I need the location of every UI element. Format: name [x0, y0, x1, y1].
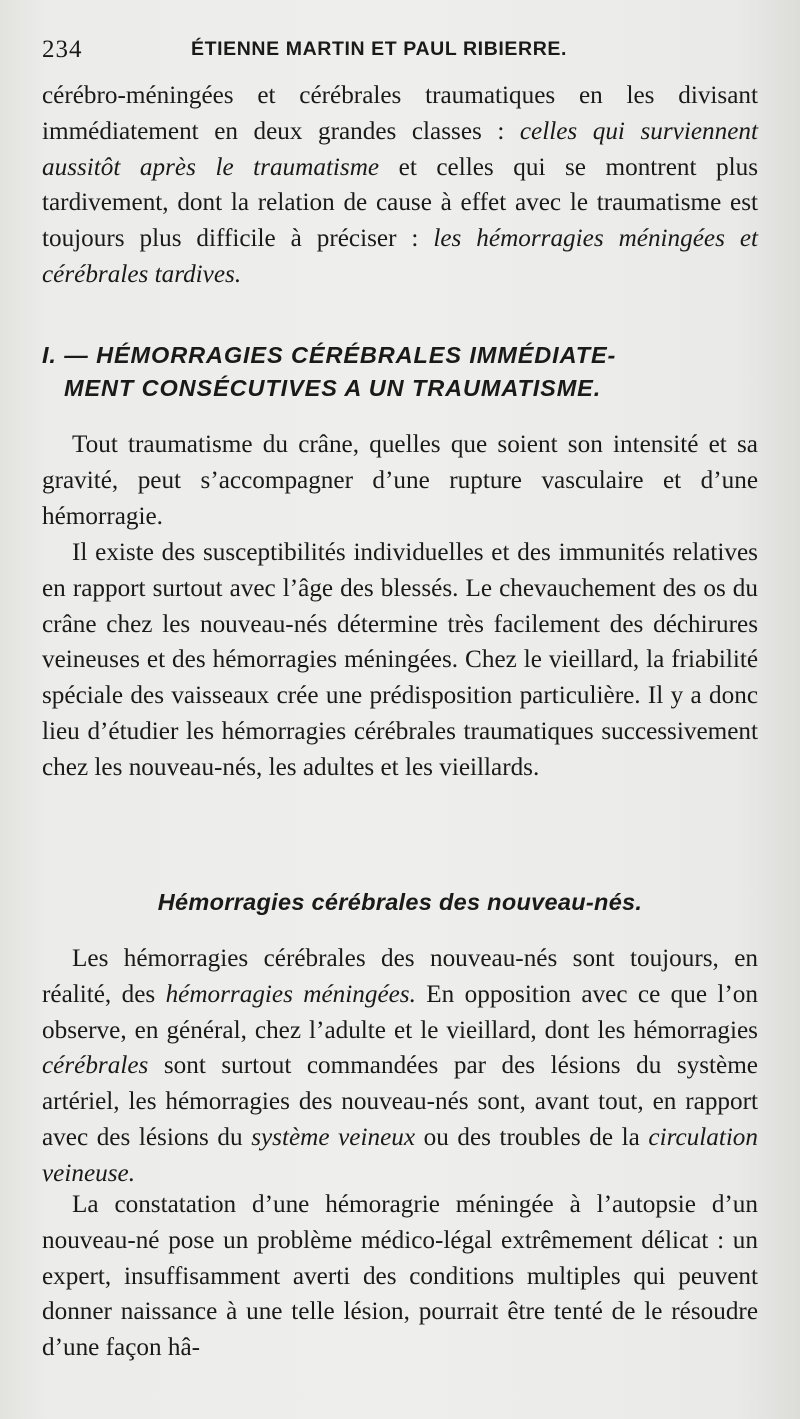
intro-paragraph [42, 78, 758, 293]
page-number: 234 [42, 36, 83, 63]
section-heading [42, 339, 758, 405]
paragraph-1: Tout traumatisme du crâne, quelles que soient son intensité et sa gravité, peut s’accompagner d’une rupture vasculaire et d’une hémorragie. [42, 431, 758, 530]
paragraph-3-italic-1: hémorragies méningées. [165, 980, 416, 1008]
paragraph-3-text-1: Les hémorragies cérébrales des nouveau-nés sont toujours, en réalité, des [42, 945, 758, 1008]
subsection-heading: Hémorragies cérébrales des nouveau-nés. [157, 889, 643, 915]
intro-text-1: cérébro-méningées et cérébrales traumatiques en les divisant immédiatement en deux grandes classes : [42, 82, 758, 145]
paragraph-3 [42, 941, 758, 1192]
intro-italic-2: les hémorragies méningées et cérébrales tardives. [42, 225, 759, 288]
section-heading-line-1: I. — HÉMORRAGIES CÉRÉBRALES IMMÉDIATE- [42, 342, 617, 368]
running-head [42, 32, 760, 66]
paragraph-3-italic-3: système veineux [251, 1123, 416, 1151]
paragraph-3-text-2: En opposition avec ce que l’on observe, en général, chez l’adulte et le vieillard, dont les hémorragies [42, 980, 758, 1044]
paragraph-4: La constatation d’une hémoragrie méningée à l’autopsie d’un nouveau-né pose un problème médico-légal extrêmement délicat : un expert, insuffisamment averti des conditions multiples qui peuvent donner naissance à une telle lésion, pourrait être tenté de le résoudre d’une façon hâ- [42, 1191, 758, 1362]
paragraph-3-italic-4: circulation veineuse. [42, 1123, 758, 1187]
section-heading-line-2: MENT CONSÉCUTIVES A UN TRAUMATISME. [64, 375, 602, 401]
intro-italic-1: celles qui surviennent aussitôt après le traumatisme [42, 117, 758, 181]
running-head-title: ÉTIENNE MARTIN ET PAUL RIBIERRE. [191, 38, 567, 60]
paragraph-3-text-3: sont surtout commandées par des lésions du système artériel, les hémorragies des nouveau-nés sont, avant tout, en rapport avec des lésions du [42, 1052, 758, 1151]
paragraph-3-text-4: ou des troubles de la [415, 1123, 649, 1151]
paragraph-2: Il existe des susceptibilités individuelles et des immunités relatives en rapport surtout avec l’âge des blessés. Le chevauchement des os du crâne chez les nouveau-nés détermine très facilement des déchirures veineuses et des hémorragies méningées. Chez le vieillard, la friabilité spéciale des vaisseaux crée une prédisposition particulière. Il y a donc lieu d’étudier les hémorragies cérébrales traumatiques successivement chez les nouveau-nés, les adultes et les vieillards. [42, 539, 758, 781]
paragraph-3-italic-2: cérébrales [42, 1052, 149, 1080]
intro-text-2: et celles qui se montrent plus tardivement, dont la relation de cause à effet avec le traumatisme est toujours plus difficile à préciser : [42, 153, 758, 253]
